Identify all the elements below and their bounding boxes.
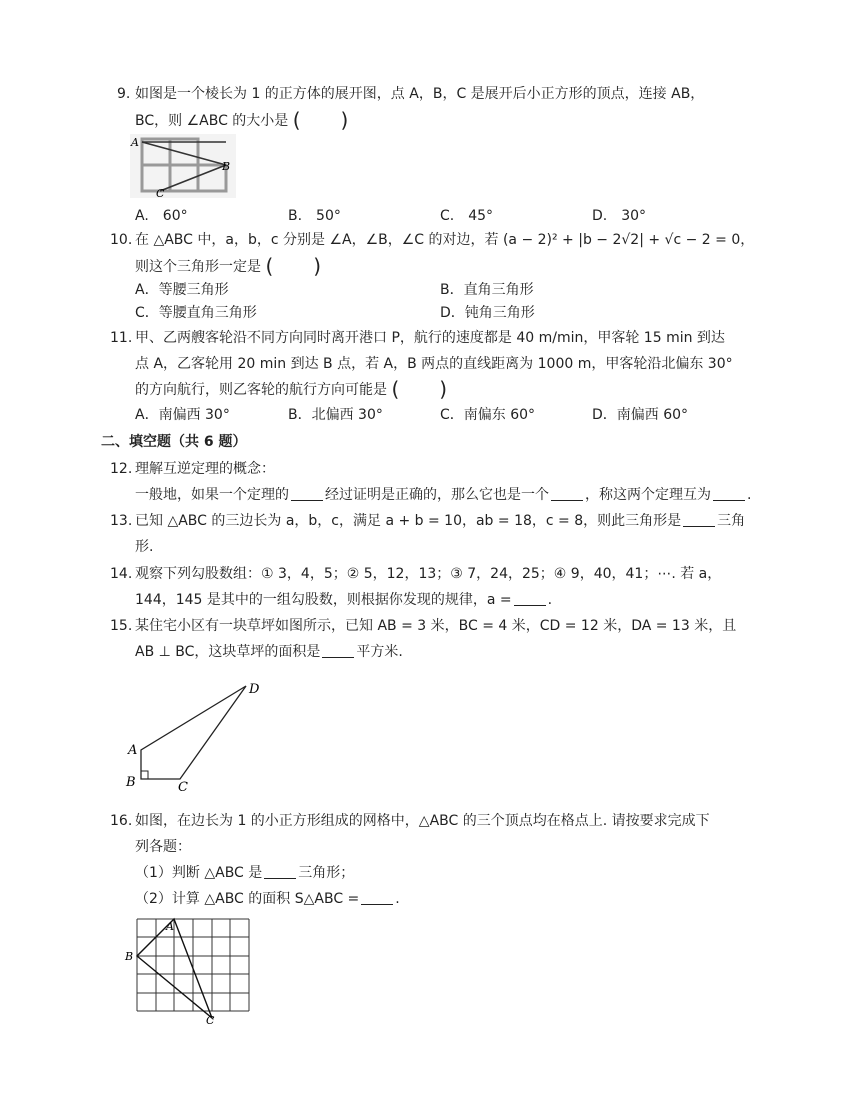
q16-blank-2[interactable]: [361, 890, 393, 905]
q15-part-b: 平方米.: [356, 644, 403, 660]
q11-number: 11.: [110, 330, 133, 346]
q13-blank-1[interactable]: [683, 512, 715, 527]
q14-number: 14.: [110, 566, 133, 582]
q11-text-line3: [135, 378, 447, 401]
q16-number: 16.: [110, 813, 133, 829]
q9-text-line1: 如图是一个棱长为 1 的正方体的展开图，点 A，B，C 是展开后小正方形的顶点，连接 AB，: [135, 86, 705, 102]
q10-option-a[interactable]: A．等腰三角形: [135, 282, 229, 298]
q9-text-line2: [135, 109, 348, 132]
q15-part-a: AB ⊥ BC，这块草坪的面积是: [135, 644, 321, 660]
q16-label-b: B: [125, 950, 134, 963]
q16-sub2: [135, 888, 400, 910]
q15-label-b: B: [126, 775, 136, 790]
q11-option-d[interactable]: D．南偏西 60°: [592, 407, 689, 423]
q16-label-c: C: [206, 1014, 215, 1026]
q12-part-a: 一般地，如果一个定理的: [135, 487, 289, 503]
q13-part-a: 已知 △ABC 的三边长为 a，b，c，满足 a + b = 10，ab = 18，c = 8，则此三角形是: [135, 513, 682, 529]
section-fill-in-blank-heading: 二、填空题（共 6 题）: [101, 434, 247, 450]
q11-answer-paren[interactable]: ( ): [391, 377, 448, 401]
q9-cube-net-figure: [130, 134, 236, 198]
q14-text-line2: [135, 589, 552, 611]
q16-grid-figure: [122, 914, 257, 1026]
q10-text-line1: 在 △ABC 中，a，b，c 分别是 ∠A，∠B，∠C 的对边，若 (a − 2)² + |b − 2√2| + √c − 2 = 0，: [135, 232, 755, 248]
q12-part-c: ，称这两个定理互为: [585, 487, 711, 503]
q14-blank-1[interactable]: [514, 591, 546, 606]
q13-text-line1: [135, 510, 745, 532]
q16-sub1: [135, 862, 354, 884]
q13-number: 13.: [110, 513, 133, 529]
q15-number: 15.: [110, 618, 133, 634]
q16-text-line2: 列各题：: [135, 839, 191, 855]
q10-text-line2-content: 则这个三角形一定是: [135, 259, 261, 275]
q9-text-line2-content: BC，则 ∠ABC 的大小是: [135, 113, 289, 129]
q12-part-b: 经过证明是正确的，那么它也是一个: [325, 487, 549, 503]
q9-option-d[interactable]: D. 30°: [592, 208, 647, 224]
q11-text-line1: 甲、乙两艘客轮沿不同方向同时离开港口 P，航行的速度都是 40 m/min，甲客轮 15 min 到达: [135, 330, 725, 346]
q10-option-c[interactable]: C．等腰直角三角形: [135, 305, 257, 321]
q14-text-line1: 观察下列勾股数组：① 3，4，5；② 5，12，13；③ 7，24，25；④ 9，40，41；⋯. 若 a，: [135, 566, 722, 582]
q12-blank-1[interactable]: [291, 486, 323, 501]
q16-sub2-part-b: .: [395, 891, 400, 907]
q12-blank-2[interactable]: [551, 486, 583, 501]
q9-label-b: B: [222, 160, 231, 173]
q15-label-d: D: [249, 682, 260, 697]
q12-number: 12.: [110, 461, 133, 477]
q9-number: 9.: [117, 86, 131, 102]
q14-part-a: 144，145 是其中的一组勾股数，则根据你发现的规律，a =: [135, 592, 512, 608]
q10-answer-paren[interactable]: ( ): [265, 254, 322, 278]
q12-blank-3[interactable]: [713, 486, 745, 501]
q9-option-c[interactable]: C. 45°: [440, 208, 494, 224]
q11-text-line2: 点 A，乙客轮用 20 min 到达 B 点，若 A，B 两点的直线距离为 1000 m，甲客轮沿北偏东 30°: [135, 356, 733, 372]
q16-blank-1[interactable]: [264, 864, 296, 879]
q12-part-d: .: [747, 487, 752, 503]
q9-answer-paren[interactable]: ( ): [292, 108, 349, 132]
q11-text-line3-content: 的方向航行，则乙客轮的航行方向可能是: [135, 382, 387, 398]
q9-option-a[interactable]: A. 60°: [135, 208, 188, 224]
q9-label-c: C: [156, 187, 165, 198]
q11-option-c[interactable]: C．南偏东 60°: [440, 407, 536, 423]
q15-text-line2: [135, 641, 403, 663]
q15-label-a: A: [128, 743, 138, 758]
q10-option-b[interactable]: B．直角三角形: [440, 282, 534, 298]
q13-part-b: 三角: [717, 513, 746, 529]
q9-option-b[interactable]: B. 50°: [288, 208, 341, 224]
q16-sub2-part-a: （2）计算 △ABC 的面积 S△ABC =: [135, 891, 360, 907]
q12-text-line2: [135, 484, 751, 506]
q11-option-a[interactable]: A．南偏西 30°: [135, 407, 230, 423]
q16-label-a: A: [166, 920, 174, 933]
q13-text-line2: 形.: [135, 539, 154, 555]
q15-label-c: C: [178, 780, 188, 795]
q10-option-d[interactable]: D．钝角三角形: [440, 305, 535, 321]
q10-number: 10.: [110, 232, 133, 248]
q15-lawn-figure: [120, 678, 270, 796]
q14-part-b: .: [547, 592, 553, 608]
q12-text-line1: 理解互逆定理的概念：: [135, 461, 275, 477]
q10-text-line2: [135, 255, 321, 278]
q11-option-b[interactable]: B．北偏西 30°: [288, 407, 383, 423]
q16-text-line1: 如图，在边长为 1 的小正方形组成的网格中，△ABC 的三个顶点均在格点上. 请按要求完成下: [135, 813, 710, 829]
q9-label-a: A: [131, 136, 139, 149]
q16-sub1-part-a: （1）判断 △ABC 是: [135, 865, 263, 881]
q15-blank-1[interactable]: [322, 643, 354, 658]
q16-sub1-part-b: 三角形；: [298, 865, 355, 881]
q15-text-line1: 某住宅小区有一块草坪如图所示，已知 AB = 3 米，BC = 4 米，CD = 12 米，DA = 13 米，且: [135, 618, 737, 634]
